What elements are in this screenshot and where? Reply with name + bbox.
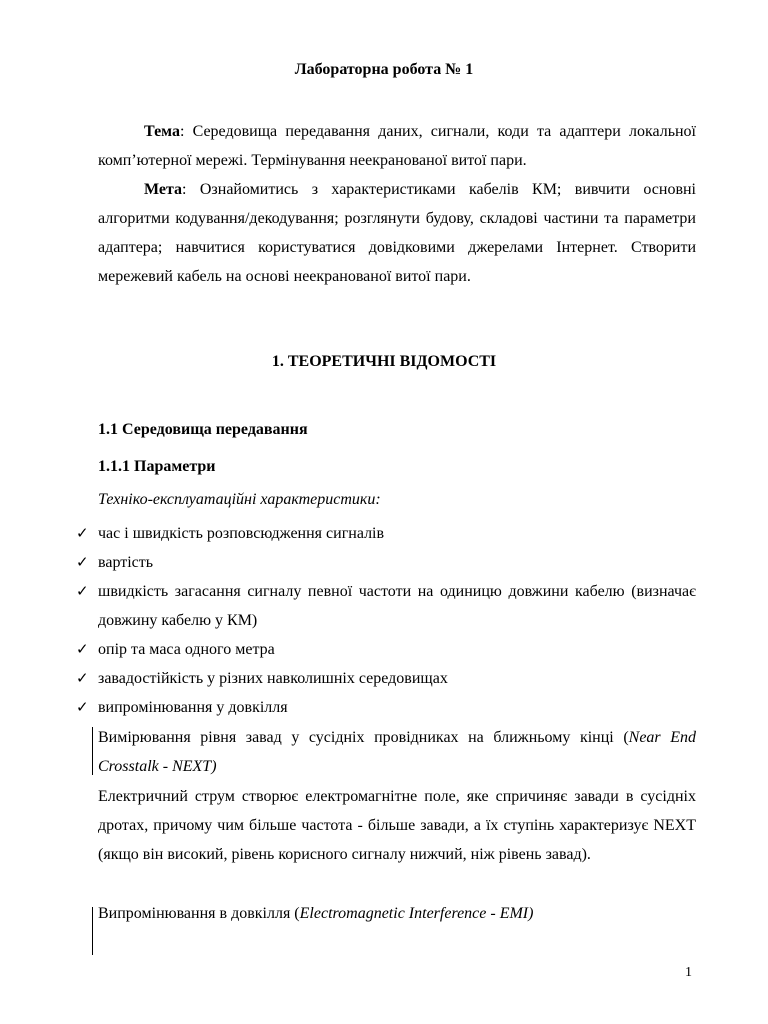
list-item: ✓ швидкість загасання сигналу певної частоти на одиницю довжини кабелю (визначає довжину кабелю у КМ) [76,577,696,635]
list-item: ✓ вартість [76,548,696,577]
list-item: ✓ опір та маса одного метра [76,635,696,664]
page-number: 1 [685,965,692,980]
next-paragraph: Вимірювання рівня завад у сусідніх провідниках на ближньому кінці (Near End Crosstalk - NEXT) [98,729,697,775]
topic-paragraph [98,117,696,175]
checkmark-icon: ✓ [76,524,89,542]
goal-paragraph [98,175,696,291]
characteristics-heading: Техніко-експлуатаційні характеристики: [98,491,381,508]
next-explanation: Електричний струм створює електромагнітне поле, яке спричиняє завади в сусідніх дротах, причому чим більше частота - більше завади, а їх ступінь характеризує NEXT (якщо він високий, рівень корисного сигналу нижчий, ніж рівень завад). [98,788,696,863]
checkmark-icon: ✓ [76,698,89,716]
emi-paragraph: Випромінювання в довкілля (Electromagnetic Interference - EMI) [98,905,534,922]
checkmark-icon: ✓ [76,553,89,571]
margin-bar [92,907,93,955]
checkmark-icon: ✓ [76,640,89,658]
goal-label: Мета [144,181,183,198]
topic-text: : Середовища передавання даних, сигнали, коди та адаптери локальної комп’ютерної мережі. Термінування неекранованої витої пари. [98,123,696,169]
characteristics-list [76,519,696,722]
list-item: ✓ завадостійкість у різних навколишніх середовищах [76,664,696,693]
checkmark-icon: ✓ [76,582,89,600]
topic-label: Тема [144,123,180,140]
margin-bar [92,727,93,775]
subsection-heading: 1.1 Середовища передавання [98,421,308,438]
subsubsection-heading: 1.1.1 Параметри [98,458,216,475]
page-title: Лабораторна робота № 1 [294,61,474,78]
list-item: ✓ випромінювання у довкілля [76,693,696,722]
list-item: ✓ час і швидкість розповсюдження сигналів [76,519,696,548]
checkmark-icon: ✓ [76,669,89,687]
section-heading: 1. ТЕОРЕТИЧНІ ВІДОМОСТІ [271,353,497,370]
goal-text: : Ознайомитись з характеристиками кабелів КМ; вивчити основні алгоритми кодування/декодування; розглянути будову, складові частини та параметри адаптера; навчитися користуватися довідковими джерелами Інтернет. Створити мережевий кабель на основі неекранованої витої пари. [98,181,696,285]
